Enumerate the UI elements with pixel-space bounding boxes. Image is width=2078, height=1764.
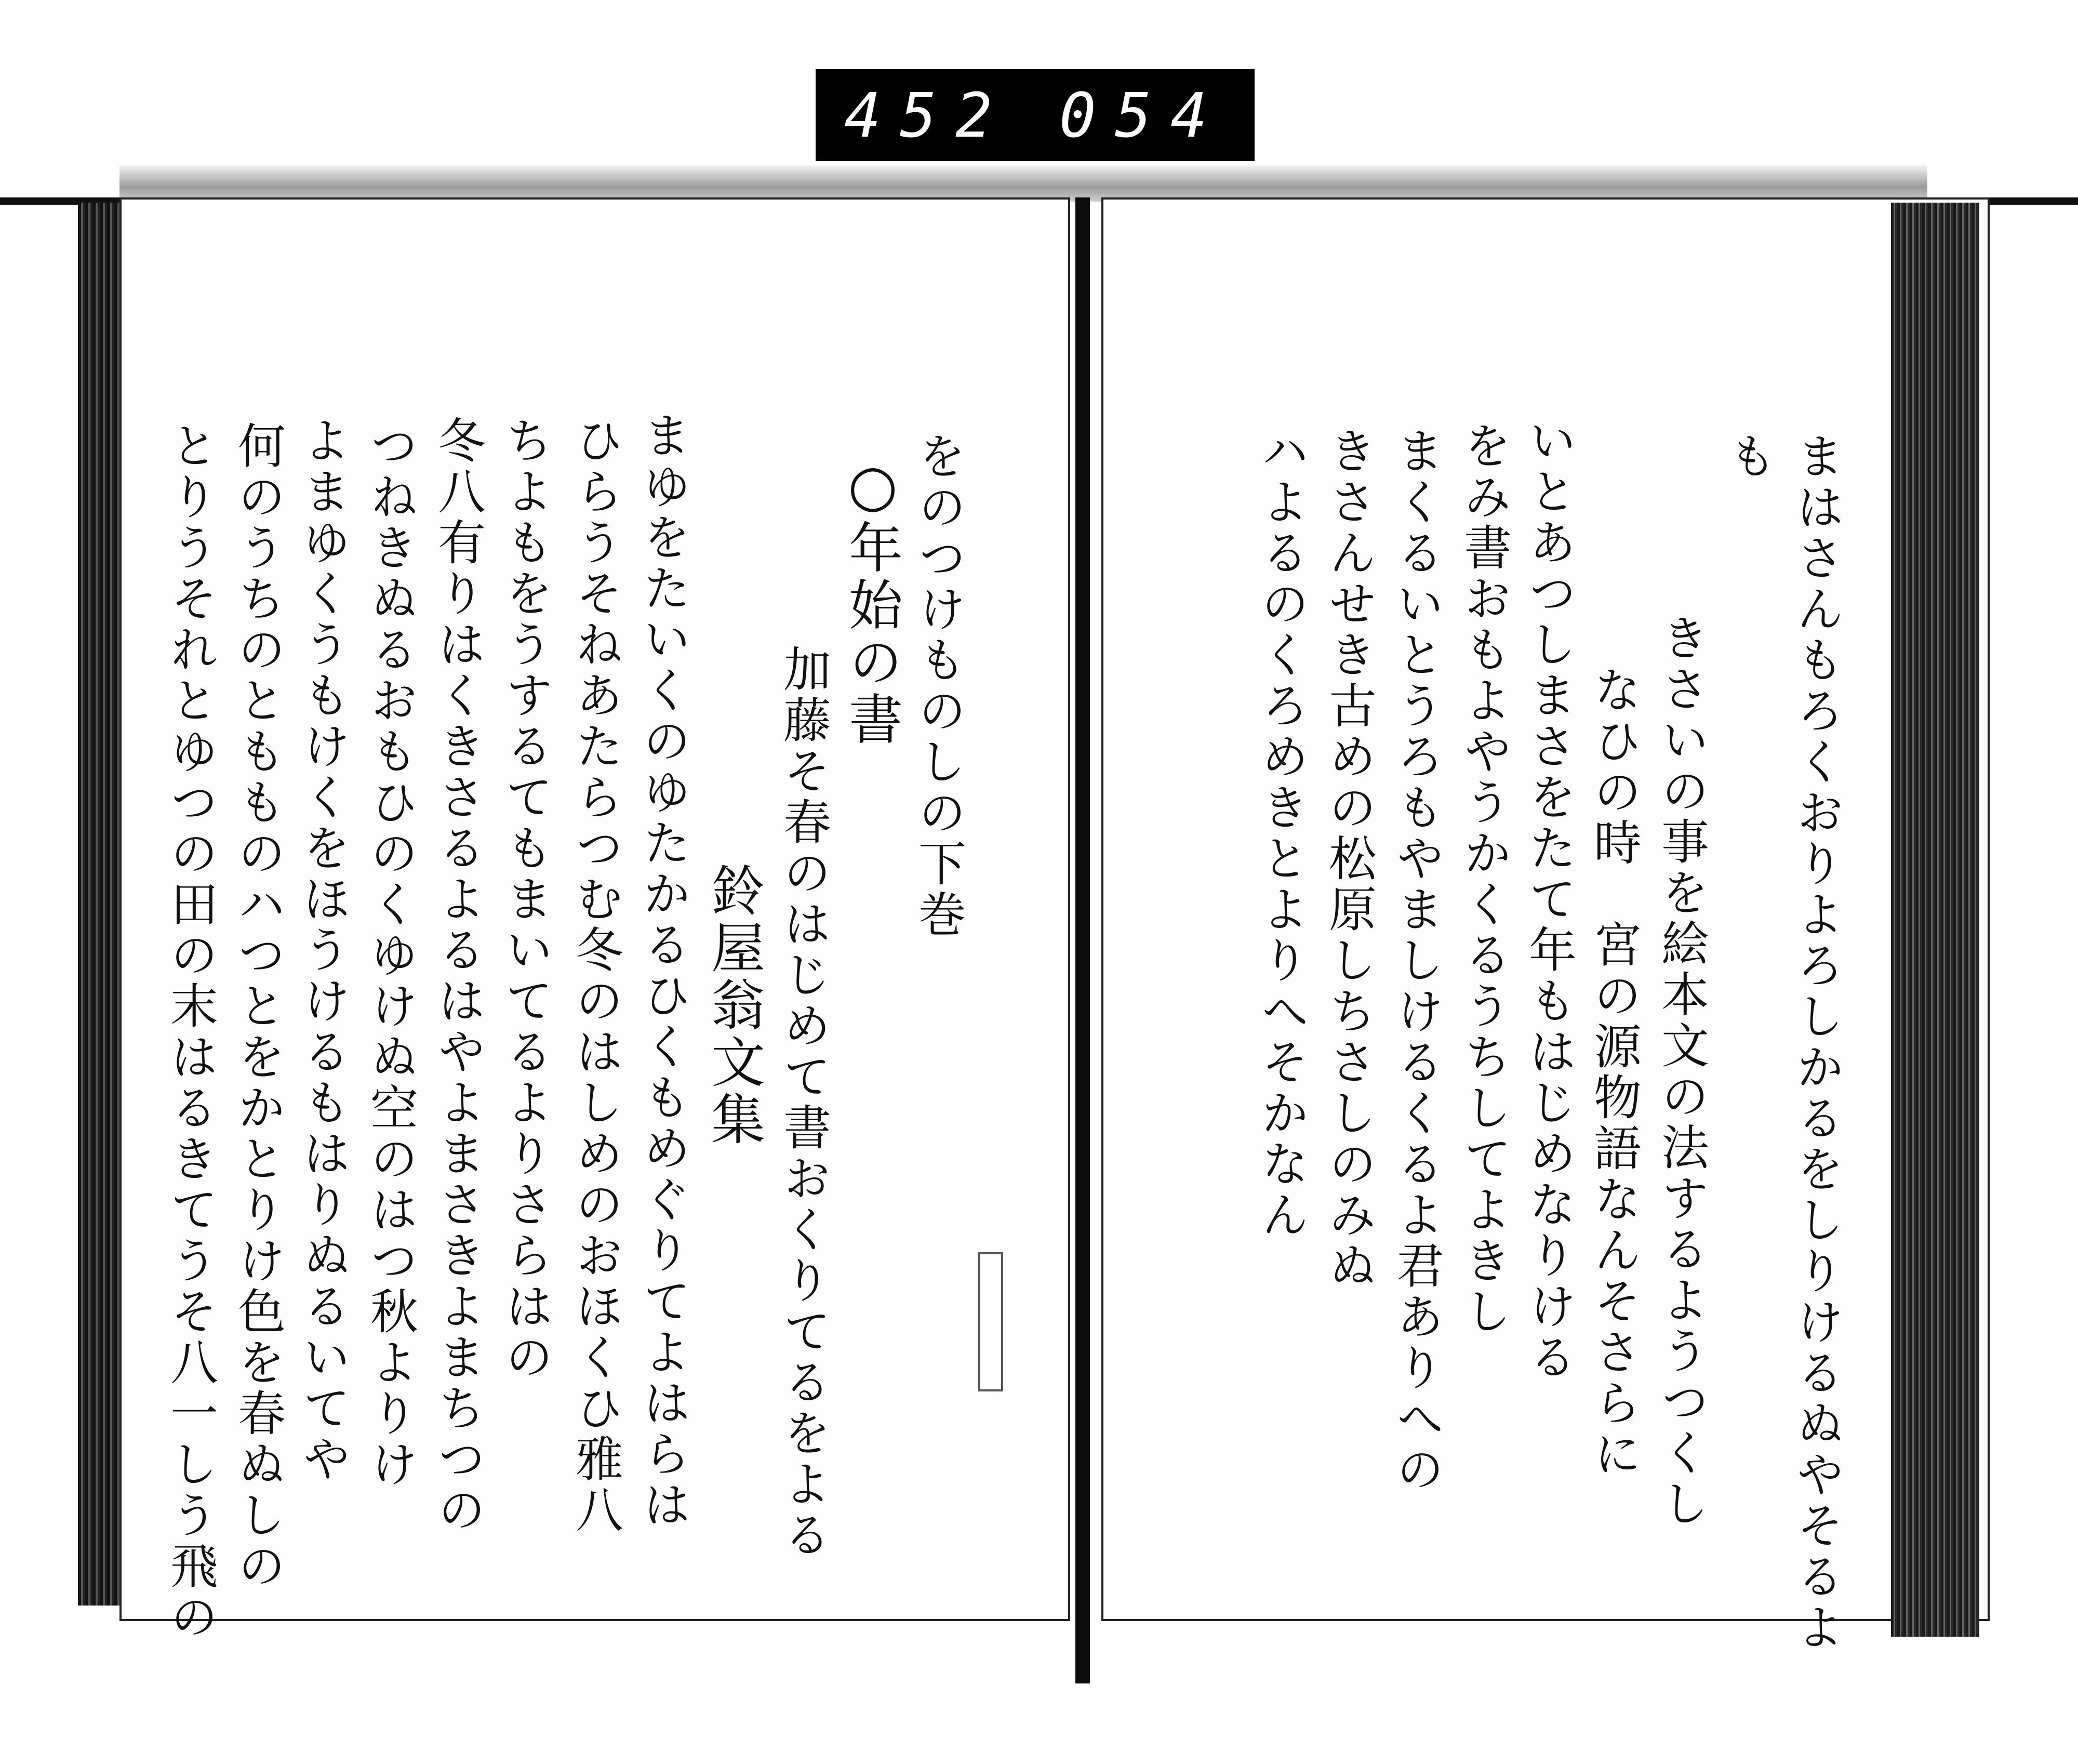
right-line-2: も bbox=[1721, 431, 1777, 482]
right-line-6: をみ書おもよやうかくるうちしてよきし bbox=[1456, 421, 1512, 1337]
right-line-5: いとあつしまさをたて年もはじめなりける bbox=[1521, 416, 1577, 1383]
left-title-line: をのつけものしの下巻 bbox=[911, 431, 966, 940]
section-circle-mark: ○ bbox=[840, 452, 906, 522]
catalog-number-right: 054 bbox=[1059, 79, 1226, 151]
left-line-11: 何のうちのともものハつとをかとりけ色を春ぬしの bbox=[230, 421, 286, 1592]
left-line-3: 加藤そ春のはじめて書おくりてるをよる bbox=[776, 644, 831, 1561]
author-line: 鈴屋翁文集 bbox=[702, 863, 765, 1148]
catalog-number-plate bbox=[816, 69, 1255, 161]
catalog-number-left: 452 bbox=[844, 79, 1011, 151]
right-page-edges bbox=[1891, 203, 1979, 1637]
left-line-5: まゆをたいくのゆたかるひくもめぐりてよはらは bbox=[635, 410, 691, 1531]
section-heading: 年始の書 bbox=[840, 520, 903, 748]
right-line-1: まはさんもろくおりよろしかるをしりけるぬやそるよ bbox=[1789, 431, 1844, 1653]
page-tab bbox=[978, 1252, 1003, 1391]
right-line-4: なひの時 宮の源物語なんそさらに bbox=[1586, 665, 1642, 1480]
left-page-edges bbox=[78, 203, 125, 1606]
right-line-8: きさんせき古めの松原しちさしのみぬ bbox=[1321, 426, 1377, 1292]
left-line-7: ちよもをうするてもまいてるよりさらはの bbox=[498, 416, 553, 1383]
right-line-3: きさいの事を絵本文の法するようつくし bbox=[1654, 613, 1709, 1530]
left-line-9: つねきぬるおもひのくゆけぬ空のはつ秋よりけ bbox=[363, 421, 418, 1490]
right-line-7: まくるいとうろもやましけるくるよ君ありへの bbox=[1389, 426, 1444, 1495]
left-line-8: 冬八有りはくきさるよるはやよまさきよまちつの bbox=[430, 416, 486, 1536]
book-gutter bbox=[1075, 197, 1090, 1683]
left-line-10: よまゆくうもけくをほうけるもはりぬるいてや bbox=[295, 416, 351, 1485]
left-line-6: ひらうそねあたらつむ冬のはしめのおほくひ雅八 bbox=[568, 416, 623, 1536]
right-line-9: ハよるのくろめきとよりへそかなん bbox=[1254, 426, 1309, 1241]
left-line-12: とりうそれとゆつの田の末はるきてうそ八一しう飛の bbox=[163, 421, 218, 1643]
